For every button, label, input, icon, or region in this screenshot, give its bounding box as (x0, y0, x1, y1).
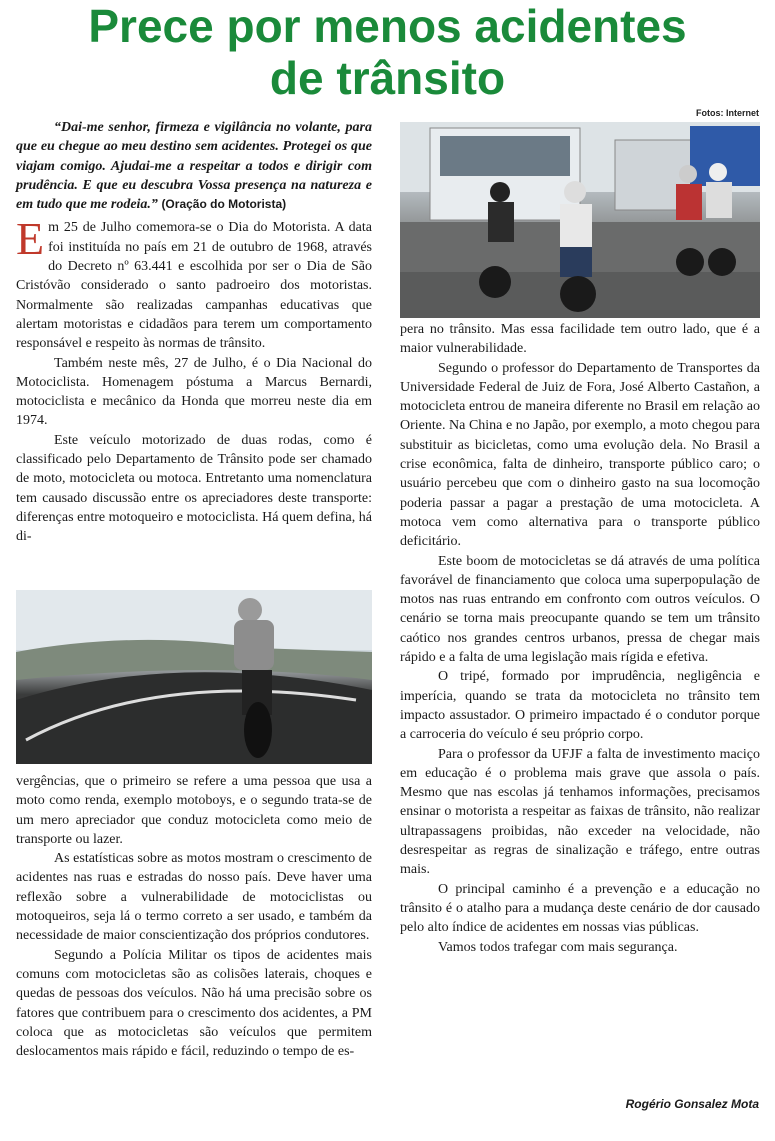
paragraph: As estatísticas sobre as motos mostram o crescimento de acidentes nas ruas e estradas do nosso país. Deve haver uma reflexão sobre a vulnerabilidade de motociclistas ou motoqueiros, seja lá o termo correto a ser usado, e também da necessidade de maior conscientização dos próprios condutores. (16, 851, 372, 944)
paragraph: O tripé, formado por imprudência, negligência e imperícia, quando se trata da motocicleta no trânsito tem impacto assustador. O primeiro impactado é o condutor porque a carroceria do veículo é seu próprio corpo. (400, 669, 760, 743)
motorcycle-illustration (16, 590, 372, 764)
quote-source: (Oração do Motorista) (161, 197, 287, 212)
paragraph: Segundo o professor do Departamento de Transportes da Universidade Federal de Juiz de Fora, José Alberto Castañon, a motocicleta entrou de maneira diferente no Brasil em relação ao Oriente. Na China e no Japão, por exemplo, a moto chegou para substituir as bicicletas, como uma evolução dela. No Brasil a crise econômica, falta de dinheiro, transporte público caro; o usuário percebeu que com o dinheiro gasto na sua locomoção poderia passar a pagar a prestação de uma motocicleta. A motoca vem como alternativa para o transporte público deficitário. (400, 360, 760, 550)
motorcycle-rider-photo (16, 590, 372, 764)
drop-cap: E (16, 213, 45, 265)
paragraph: Este boom de motocicletas se dá através de uma política favorável de financiamento que coloca uma superpopulação de motos nas ruas entrando em confronto com outros veículos. O cenário se torna mais preocupante quando se tem um trânsito caótico nos grandes centros urbanos, pressa de chegar mais rápido e a falta de uma legislação mais rígida e efetiva. (400, 553, 760, 666)
left-body (16, 213, 372, 546)
left-column (16, 118, 372, 547)
paragraph: Para o professor da UFJF a falta de investimento maciço em educação é o problema mais grave que assola o país. Mesmo que nas escolas já tenhamos informações, precisamos ensinar o motorista a respeitar as faixas de trânsito, não realizar ultrapassagens proibidas, não exceder na velocidade, não desrespeitar as regras de sinalização e tráfego, entre outras mais. (400, 746, 760, 878)
photo-credit: Fotos: Internet (696, 108, 759, 118)
motorist-prayer-quote (16, 118, 372, 214)
title-line-1: Prece por menos acidentes (88, 0, 687, 52)
article-title (0, 0, 775, 104)
paragraph: vergências, que o primeiro se refere a uma pessoa que usa a moto como renda, exemplo motoboys, e o segundo trata-se de um mero apreciador que conduz motocicleta como meio de transporte ou lazer. (16, 774, 372, 847)
right-column (400, 320, 760, 957)
traffic-illustration (400, 122, 760, 318)
left-bottom-body (16, 772, 372, 1061)
author-signature: Rogério Gonsalez Mota (625, 1097, 759, 1111)
title-line-2: de trânsito (269, 52, 506, 104)
traffic-photo (400, 122, 760, 318)
paragraph: pera no trânsito. Mas essa facilidade tem outro lado, que é a maior vulnerabilidade. (400, 322, 760, 357)
quote-text: “Dai-me senhor, firmeza e vigilância no volante, para que eu chegue ao meu destino sem acidentes. Protegei os que viajam comigo. Ajudai-me a respeitar a todos e dirigir com prudência. E que eu descubra Vossa presença na natureza e em tudo que me rodeia.” (16, 120, 372, 213)
paragraph: Em 25 de Julho comemora-se o Dia do Motorista. A data foi instituída no país em 21 de outubro de 1968, através do Decreto nº 63.441 e escolhida por ser o Dia de São Cristóvão considerado o santo padroeiro dos motoristas. Normalmente são realizadas campanhas educativas que alertam motoristas e cidadãos para terem um comportamento responsável e respeito às normas de trânsito. (16, 213, 372, 352)
paragraph: O principal caminho é a prevenção e a educação no trânsito é o atalho para a mudança deste cenário de dor causado pelo alto índice de acidentes em nossas vias públicas. (400, 881, 760, 936)
paragraph: Também neste mês, 27 de Julho, é o Dia Nacional do Motociclista. Homenagem póstuma a Marcus Bernardi, motociclista e mecânico da Honda que morreu neste dia em 1974. (16, 355, 372, 429)
paragraph: Segundo a Polícia Militar os tipos de acidentes mais comuns com motocicletas são as colisões laterais, choques e quedas de pessoas dos veículos. Não há uma precisão sobre os fatores que contribuem para o crescimento dos acidentes, a PM coloca que as motocicletas são veículos que permitem deslocamentos mais rápido e fácil, reduzindo o tempo de es- (16, 947, 372, 1060)
paragraph: Este veículo motorizado de duas rodas, como é classificado pelo Departamento de Trânsito pode ser chamado de moto, motocicleta ou motoca. Entretanto uma nomenclatura tem causado discussão entre os apreciadores deste transporte: diferenças entre motoqueiro e motociclista. Há quem defina, há di- (16, 432, 372, 545)
paragraph: Vamos todos trafegar com mais segurança. (438, 939, 678, 955)
